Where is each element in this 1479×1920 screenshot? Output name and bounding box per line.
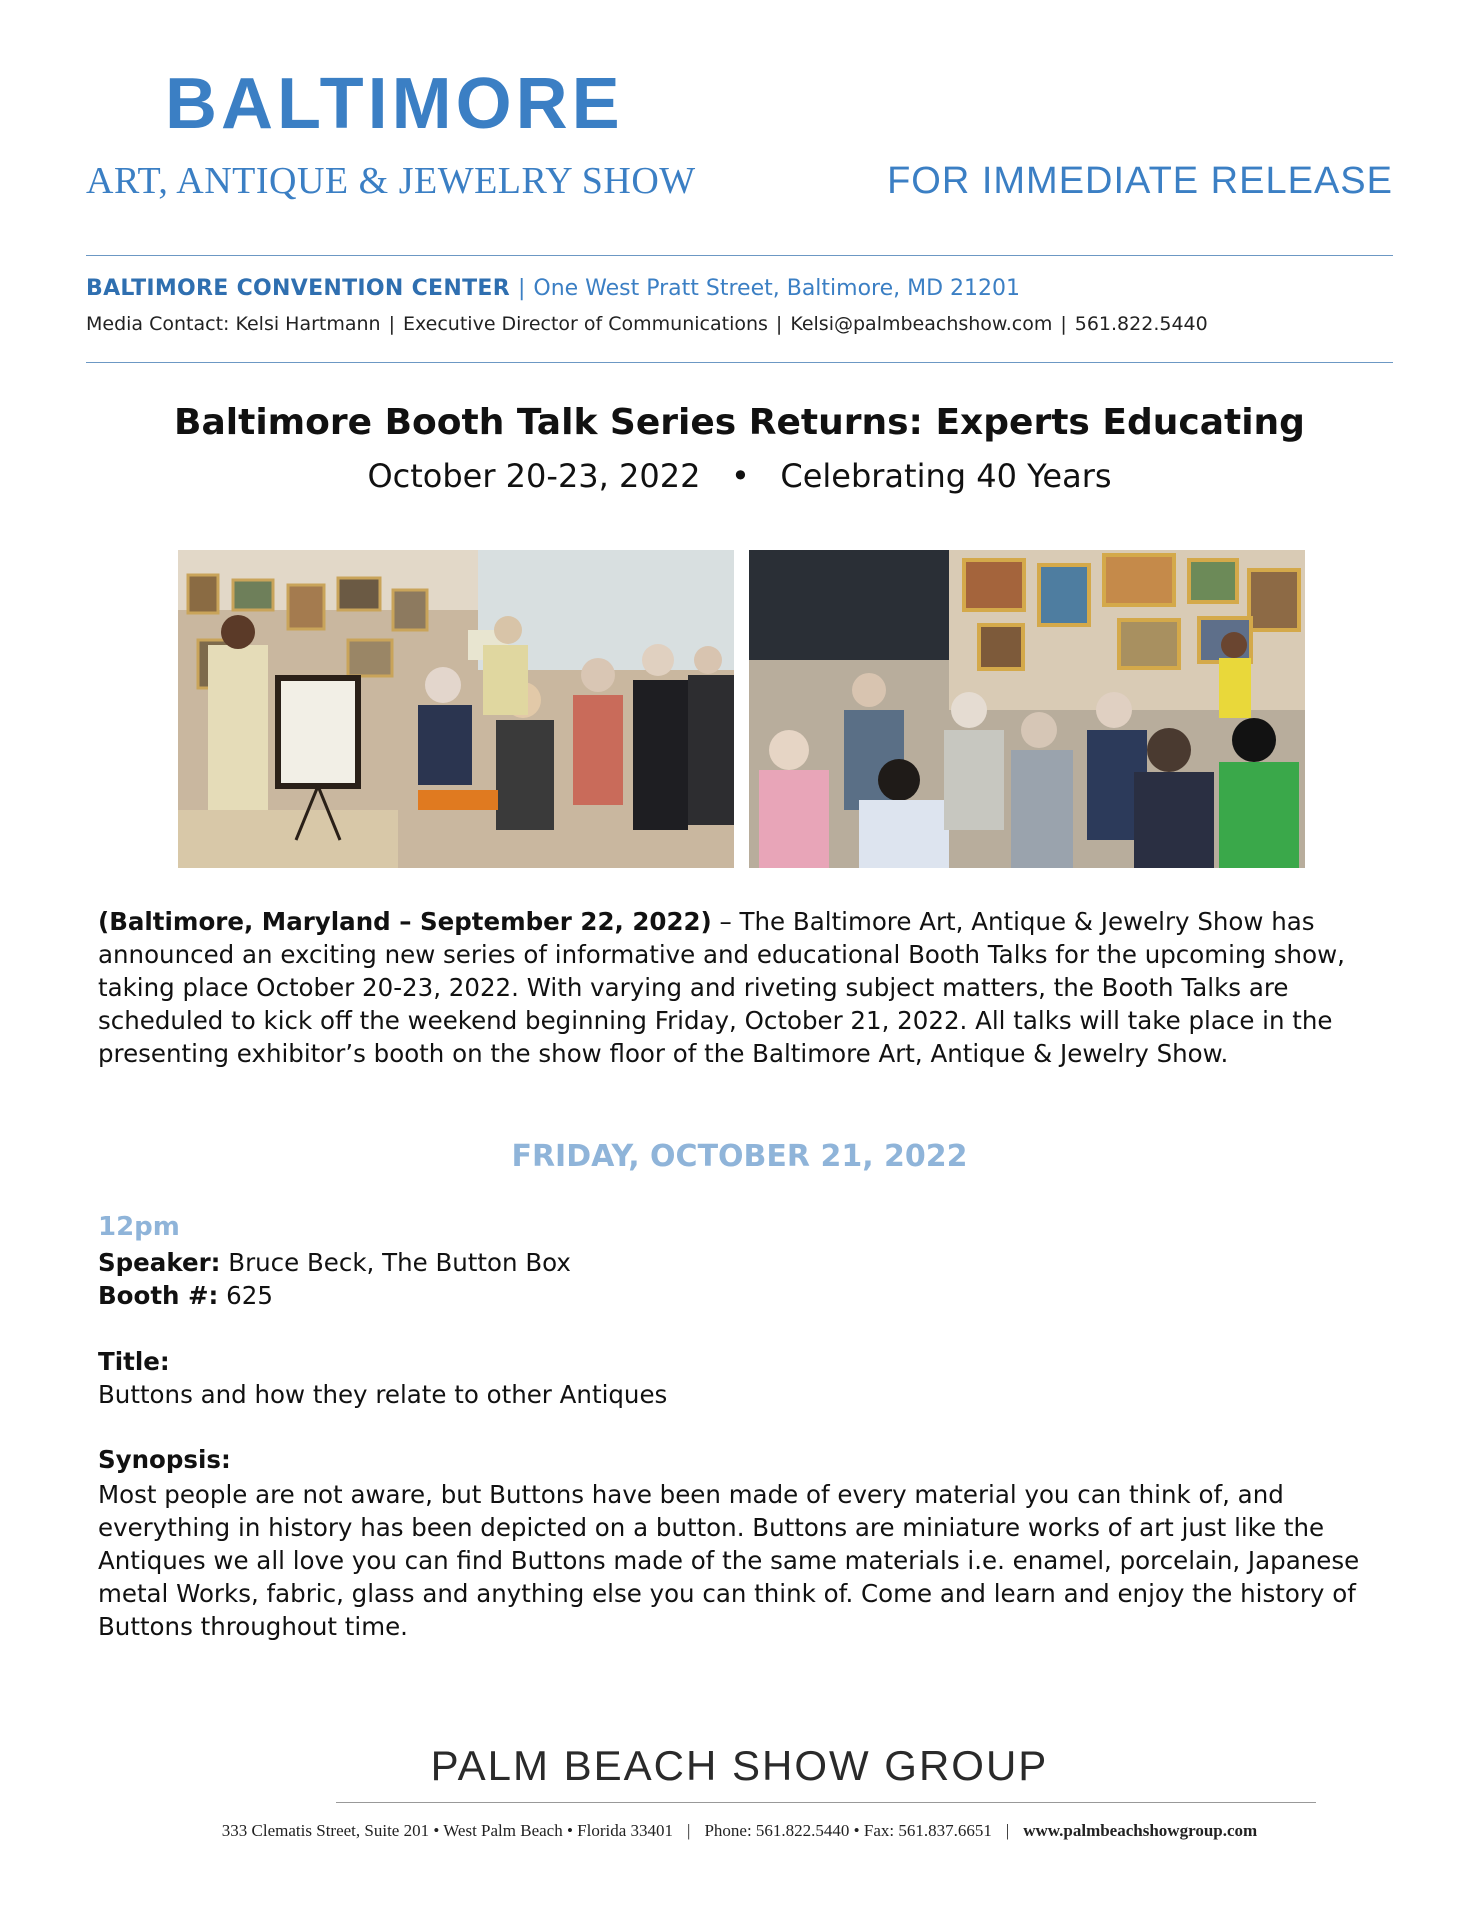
venue-name: BALTIMORE CONVENTION CENTER: [86, 276, 510, 301]
contact-separator-3: |: [1060, 313, 1067, 335]
intro-paragraph: [98, 905, 1388, 1070]
header-divider-top: [86, 255, 1393, 256]
footer-separator-1: |: [687, 1821, 691, 1840]
talk-time: 12pm: [98, 1212, 180, 1242]
photo-booth-talk-left: [178, 550, 734, 868]
venue-address: One West Pratt Street, Baltimore, MD 21201: [533, 276, 1021, 301]
release-label: FOR IMMEDIATE RELEASE: [887, 160, 1393, 202]
contact-phone: 561.822.5440: [1074, 313, 1208, 335]
schedule-day-heading: FRIDAY, OCTOBER 21, 2022: [511, 1139, 968, 1174]
contact-title: Executive Director of Communications: [403, 313, 768, 335]
contact-line: [86, 315, 1208, 334]
footer-address: 333 Clematis Street, Suite 201 • West Palm Beach • Florida 33401: [221, 1821, 674, 1840]
venue-separator: |: [517, 276, 526, 301]
contact-separator-1: |: [388, 313, 395, 335]
footer-website[interactable]: www.palmbeachshowgroup.com: [1023, 1821, 1258, 1840]
synopsis-label: [98, 1445, 231, 1474]
speaker-line: [98, 1248, 571, 1277]
booth-label: Booth #:: [98, 1281, 219, 1310]
contact-email[interactable]: Kelsi@palmbeachshow.com: [790, 313, 1053, 335]
brand-subtitle: ART, ANTIQUE & JEWELRY SHOW: [86, 160, 696, 202]
photo-booth-talk-right: [749, 550, 1305, 868]
venue-line: [86, 278, 1020, 300]
intro-text: – The Baltimore Art, Antique & Jewelry Show has announced an exciting new series of informative and educational Booth Talks for the upcoming show, taking place October 20-23, 2022. With varying and riveting subject matters, the Booth Talks are scheduled to kick off the weekend beginning Friday, October 21, 2022. All talks will take place in the presenting exhibitor’s booth on the show floor of the Baltimore Art, Antique & Jewelry Show.: [98, 907, 1345, 1068]
brand-title: BALTIMORE: [165, 64, 624, 144]
speaker-value: Bruce Beck, The Button Box: [220, 1248, 571, 1277]
intro-dateline: (Baltimore, Maryland – September 22, 2022): [98, 907, 712, 936]
footer-divider: [336, 1802, 1316, 1803]
bullet-separator: •: [730, 457, 750, 495]
title-label-text: Title:: [98, 1347, 170, 1376]
booth-value: 625: [218, 1281, 273, 1310]
header-divider-bottom: [86, 362, 1393, 363]
event-dates: October 20-23, 2022: [367, 457, 701, 495]
event-tagline: Celebrating 40 Years: [780, 457, 1112, 495]
contact-separator-2: |: [775, 313, 783, 335]
synopsis-text: Most people are not aware, but Buttons have been made of every material you can think of, and everything in history has been depicted on a button. Buttons are miniature works of art just like the Antiques we all love you can find Buttons made of the same materials i.e. enamel, porcelain, Japanese metal Works, fabric, glass and anything else you can think of. Come and learn and enjoy the history of Buttons throughout time.: [98, 1480, 1360, 1641]
speaker-label: Speaker:: [98, 1248, 221, 1277]
footer-info: [0, 1822, 1479, 1839]
title-value: Buttons and how they relate to other Antiques: [98, 1380, 668, 1409]
headline-title: Baltimore Booth Talk Series Returns: Experts Educating: [174, 402, 1305, 443]
contact-name: Media Contact: Kelsi Hartmann: [86, 313, 381, 335]
synopsis-label-text: Synopsis:: [98, 1445, 231, 1474]
headline-subtitle: [0, 457, 1479, 495]
title-label: [98, 1347, 170, 1376]
footer-org-name: PALM BEACH SHOW GROUP: [430, 1742, 1049, 1789]
booth-line: [98, 1281, 273, 1310]
footer-separator-2: |: [1005, 1821, 1010, 1840]
footer-phone-fax: Phone: 561.822.5440 • Fax: 561.837.6651: [704, 1821, 992, 1840]
